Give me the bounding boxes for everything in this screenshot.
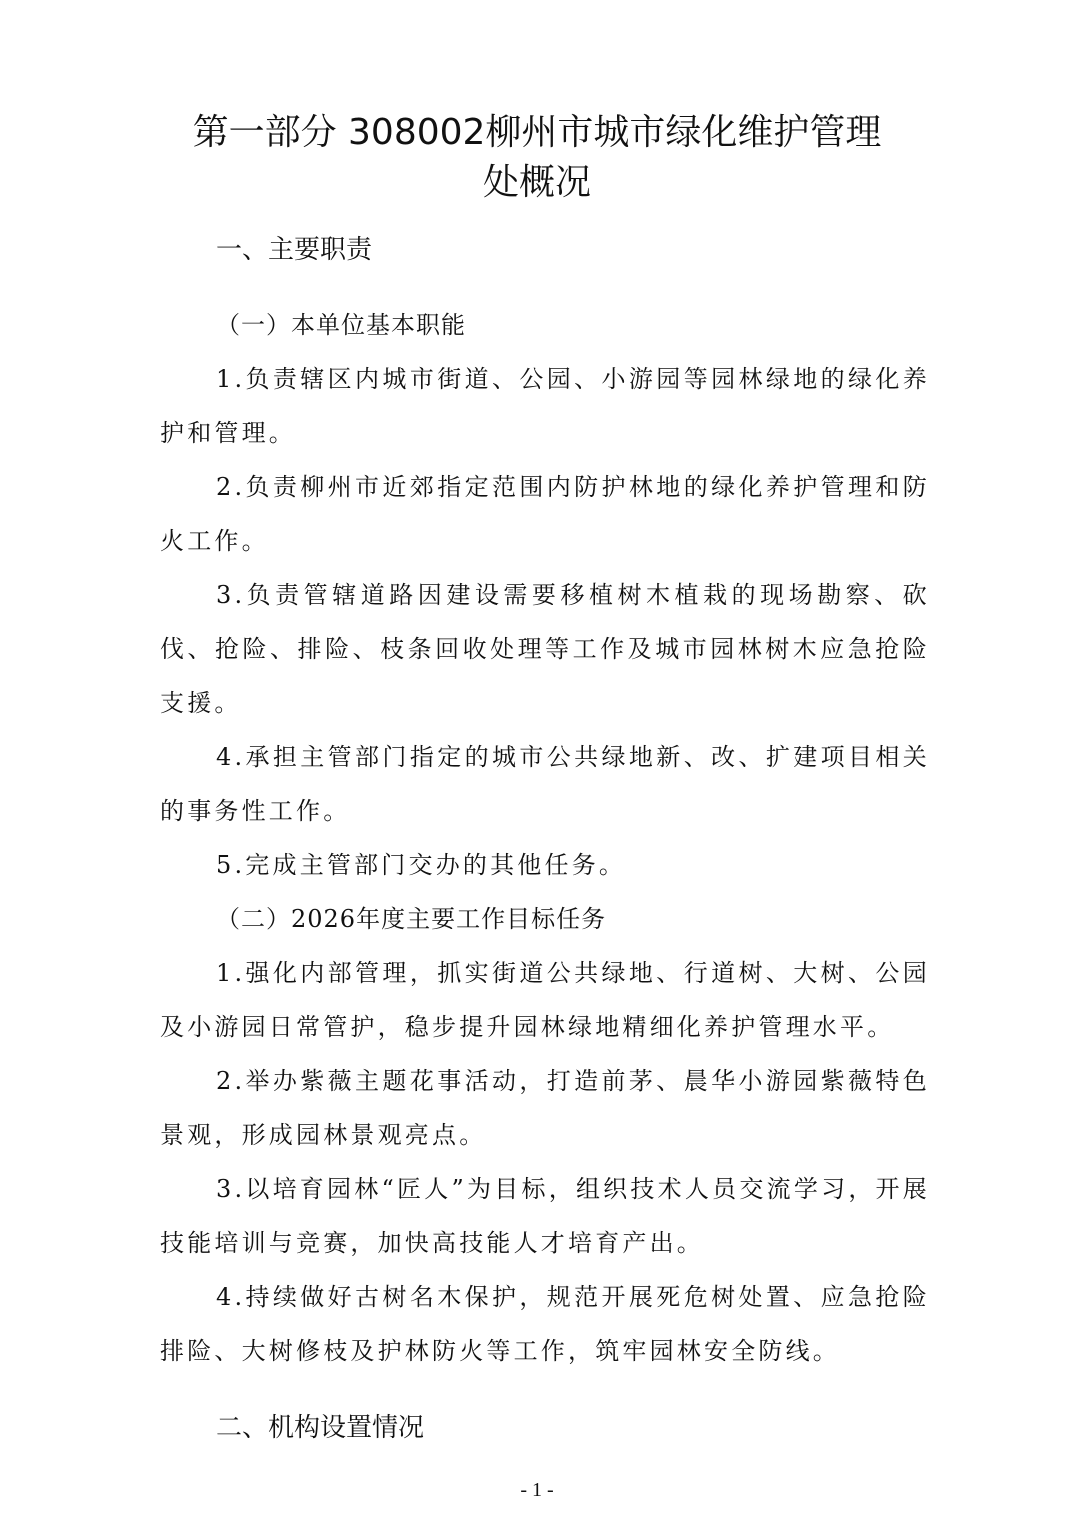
subsection-heading-basic-functions: （一）本单位基本职能 <box>216 311 466 339</box>
subsection-heading-annual-goals: （二）2026年度主要工作目标任务 <box>216 905 607 933</box>
document-title-line2: 处概况 <box>482 162 591 203</box>
paragraph: 5.完成主管部门交办的其他任务。 <box>216 851 627 879</box>
paragraph: 2.举办紫薇主题花事活动，打造前茅、晨华小游园紫薇特色景观，形成园林景观亮点。 <box>160 1067 930 1149</box>
section-heading-organization: 二、机构设置情况 <box>216 1413 425 1443</box>
paragraph: 1.负责辖区内城市街道、公园、小游园等园林绿地的绿化养护和管理。 <box>160 365 930 447</box>
document-title-line1: 第一部分 308002柳州市城市绿化维护管理 <box>192 112 882 153</box>
paragraph: 3.负责管辖道路因建设需要移植树木植栽的现场勘察、砍伐、抢险、排险、枝条回收处理等工作及城市园林树木应急抢险支援。 <box>160 581 930 717</box>
paragraph: 4.持续做好古树名木保护，规范开展死危树处置、应急抢险排险、大树修枝及护林防火等工作，筑牢园林安全防线。 <box>160 1283 930 1365</box>
page-number: - 1 - <box>520 1479 554 1501</box>
section-heading-main-duties: 一、主要职责 <box>216 235 373 265</box>
document-title <box>120 108 954 208</box>
paragraph: 1.强化内部管理，抓实街道公共绿地、行道树、大树、公园及小游园日常管护，稳步提升园林绿地精细化养护管理水平。 <box>160 959 930 1041</box>
paragraph: 4.承担主管部门指定的城市公共绿地新、改、扩建项目相关的事务性工作。 <box>160 743 930 825</box>
paragraph: 2.负责柳州市近郊指定范围内防护林地的绿化养护管理和防火工作。 <box>160 473 930 555</box>
paragraph: 3.以培育园林“匠人”为目标，组织技术人员交流学习，开展技能培训与竞赛，加快高技能人才培育产出。 <box>160 1175 930 1257</box>
